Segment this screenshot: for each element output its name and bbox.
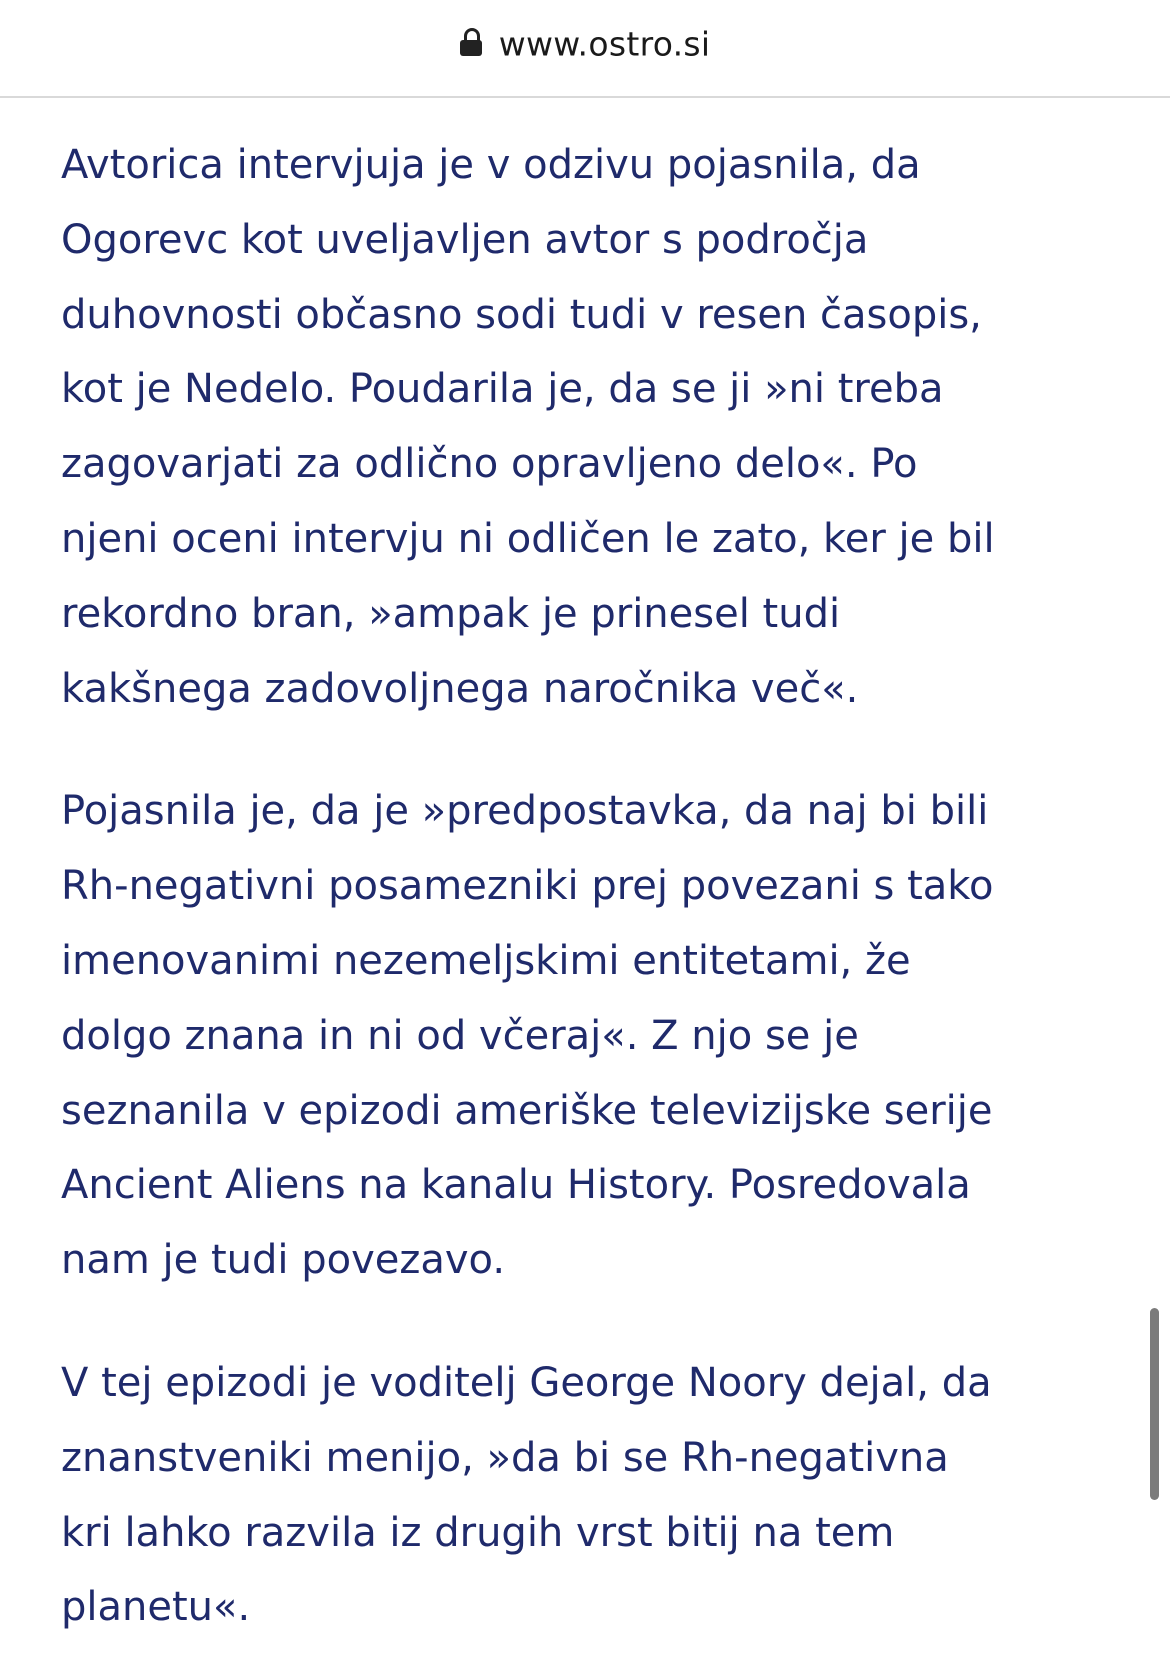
paragraph-line: rekordno bran, »ampak je prinesel tudi <box>61 590 841 637</box>
paragraph-line: dolgo znana in ni od včeraj«. Z njo se je <box>61 1012 859 1059</box>
paragraph-line: Pojasnila je, da je »predpostavka, da naj bi bili <box>61 788 989 835</box>
paragraph-line: zagovarjati za odlično opravljeno delo«. Po <box>61 441 918 488</box>
address-bar[interactable] <box>0 0 1170 98</box>
paragraph-line: Ancient Aliens na kanalu History. Posredovala <box>61 1162 971 1209</box>
paragraph-line: njeni oceni intervju ni odličen le zato, ker je bil <box>61 515 995 562</box>
lock-icon <box>460 28 482 56</box>
paragraph-line: Rh-negativni posamezniki prej povezani s tako <box>61 863 994 910</box>
vertical-scrollbar[interactable] <box>1150 1308 1159 1500</box>
paragraph-line: kri lahko razvila iz drugih vrst bitij na tem <box>61 1509 895 1556</box>
address-bar-content[interactable] <box>0 22 1170 66</box>
paragraph-1 <box>61 128 1111 726</box>
paragraph-3 <box>61 1346 1111 1645</box>
paragraph-line: kot je Nedelo. Poudarila je, da se ji »ni treba <box>61 366 944 413</box>
url-text[interactable]: www.ostro.si <box>498 24 711 64</box>
paragraph-line: seznanila v epizodi ameriške televizijske serije <box>61 1087 993 1134</box>
paragraph-line: V tej epizodi je voditelj George Noory dejal, da <box>61 1359 992 1406</box>
paragraph-line: Ogorevc kot uveljavljen avtor s področja <box>61 216 869 263</box>
paragraph-line: kakšnega zadovoljnega naročnika več«. <box>61 665 859 712</box>
article-body <box>61 128 1111 1645</box>
paragraph-2 <box>61 774 1111 1298</box>
paragraph-line: Avtorica intervjuja je v odzivu pojasnila, da <box>61 142 921 188</box>
paragraph-line: znanstveniki menijo, »da bi se Rh-negativna <box>61 1434 949 1481</box>
paragraph-line: duhovnosti občasno sodi tudi v resen časopis, <box>61 291 982 338</box>
paragraph-line: planetu«. <box>61 1584 251 1631</box>
paragraph-line: nam je tudi povezavo. <box>61 1237 506 1284</box>
paragraph-line: imenovanimi nezemeljskimi entitetami, že <box>61 937 911 984</box>
